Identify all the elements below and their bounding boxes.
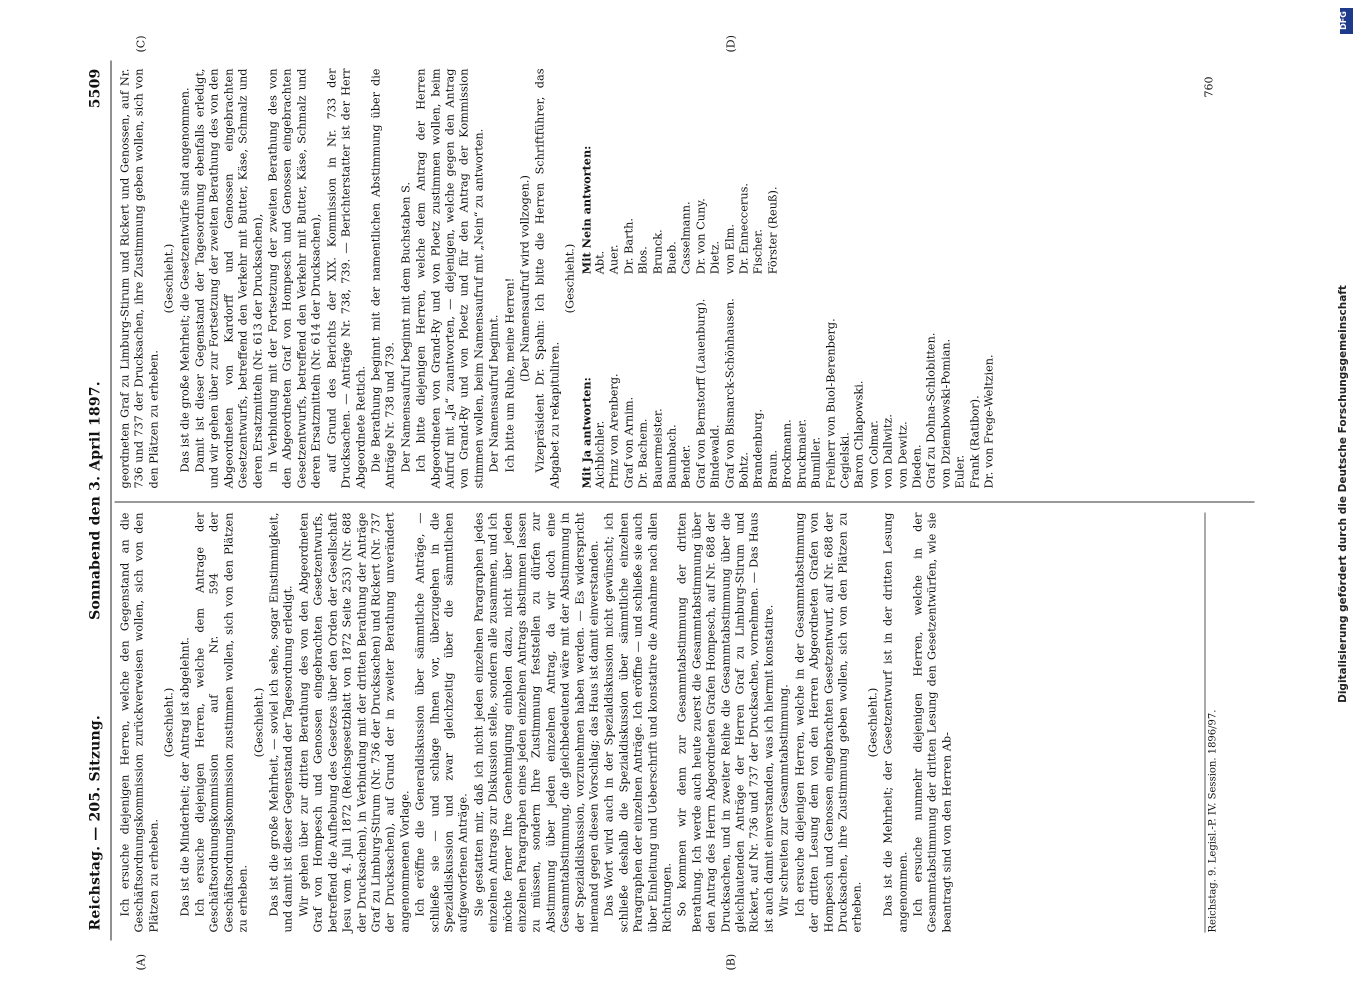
page-header [85,61,112,941]
paragraph: in Verbindung mit der Fortsetzung der zweiten Berathung des von den Abgeordneten Graf von Hompesch und Genossen eingebrachten Gesetzentwurfs, betreffend den Verkehr mit Butter, Käse, Schmalz und deren Ersatzmitteln (Nr. 614 der Drucksachen), [266,68,323,489]
ja-name: Freiherr von Buol-Berenberg. [824,318,837,489]
paragraph: Ich bitte um Ruhe, meine Herren! [503,277,517,473]
paragraph: Vizepräsident Dr. Spahn: Ich bitte die Herren Schriftführer, das Abgabet zu rekapituliren. [533,68,562,489]
ja-name: Graf von Bismarck-Schönhausen. [723,298,737,489]
nein-name: Abt. [593,250,607,275]
ja-name: Bruckmaier. [795,418,809,489]
paragraph: (Geschieht.) [252,687,266,758]
ja-name: Bumiller. [809,436,823,489]
nein-name: Dietz. [708,240,722,275]
ja-name: von Dziembowski-Pomian. [939,338,953,489]
paragraph: (Geschieht.) [866,687,880,758]
paragraph: geordneten Graf zu Limburg-Stirum und Rickert und Genossen, auf Nr. 736 und 737 der Drucksachen, ihre Zustimmung geben wollen, sich von den Plätzen zu erheben. [118,68,161,489]
ja-name: Graf von Arnim. [622,396,636,489]
ja-name: Graf zu Dohna-Schlobitten. [924,332,938,489]
margin-mark-c: (C) [134,35,148,53]
dfg-logo [1340,8,1353,34]
paragraph: (Geschieht.) [162,687,176,758]
nein-name: Dr. Barth. [622,218,636,275]
ja-name: Dr. Bachem. [636,418,650,489]
ja-name: Frank (Ratibor). [968,395,982,489]
nein-name: Dr. von Cuny. [694,198,708,275]
paragraph: Das ist die Mehrheit; der Gesetzentwurf ist in der dritten Lesung angenommen. [881,512,910,933]
paragraph: Wir gehen über zur dritten Berathung des von den Abgeordneten Graf von Hompesch und Genossen eingebrachten Gesetzentwurfs, betreffend die Aufhebung des Gesetzes über den Orden der Gesellschaft Jesu vom 4. Juli 1872 (Reichsgesetzblatt von 1872 Seite 253) (Nr. 688 der Drucksachen), in Verbindung mit der dritten Berathung der Anträge Graf zu Limburg-Stirum (Nr. 736 der Drucksachen) und Rickert (Nr. 737 der Drucksachen), auf Grund der in zweiter Berathung unverändert angenommenen Vorlage. [297,512,412,933]
nein-name: Dr. Enneccerus. [737,183,751,275]
paragraph: Das Wort wird auch in der Spezialdiskussion nicht gewünscht; ich schließe deshalb die Spezialdiskussion über sämmtliche einzelnen Paragraphen der einzelnen Anträge. Ich eröffne — und schließe sie auch über Einleitung und Ueberschrift und konstatire die Annahme nach allen Richtungen. [602,512,674,933]
ja-name: Baumbach. [665,424,679,489]
paragraph: Der Namensaufruf beginnt. [487,314,501,473]
ja-name: Braun. [766,449,780,489]
paragraph: Der Namensaufruf beginnt mit dem Buchstaben S. [399,181,413,473]
sheet-number: 760 [1202,76,1216,98]
vote-lists [579,69,997,489]
paragraph: auf Grund des Berichts der XIX. Kommission in Nr. 733 der Drucksachen. — Anträge Nr. 738, 739. — Berichterstatter ist der Herr Abgeordnete Rettich. [325,68,367,489]
header-left: Reichstag. — 205. Sitzung. [87,715,104,931]
ja-name: Bender. [679,444,693,489]
margin-mark-d: (D) [724,35,738,53]
paragraph: Das ist die große Mehrheit; die Gesetzentwürfe sind angenommen. [178,87,192,473]
dfg-logo-text: DFG [1338,11,1348,30]
margin-mark-a: (A) [134,953,148,971]
ja-name: Baron Chlapowski. [852,380,866,489]
paragraph: Das ist die Minderheit; der Antrag ist abgelehnt. [178,637,192,917]
ja-name: Cegielski. [838,432,852,489]
ja-names [594,283,997,489]
paragraph: (Der Namensaufruf wird vollzogen.) [518,175,532,382]
ja-name: Dr. von Frege-Weltzien. [982,354,996,489]
paragraph: (Geschieht.) [563,243,577,314]
rotated-page [0,1,1353,1001]
nein-name: Casselmann. [679,201,693,275]
nein-name: Bueb. [665,241,679,275]
nein-names [594,69,781,275]
ja-name: Brandenburg. [751,408,765,489]
page-number: 5509 [87,68,104,109]
paragraph: Wir schreiten zur Gesammtabstimmung. [777,684,791,917]
column-divider [115,501,1255,502]
paragraph: Ich ersuche nunmehr diejenigen Herren, welche in der Gesammtabstimmung der dritten Lesung den Gesetzentwürfen, wie sie beantragt sind von den Herren Ab- [911,512,954,933]
ja-name: Aichbichler. [593,420,607,489]
ja-name: von Dewitz. [896,421,910,489]
nein-heading: Mit Nein antworten: [579,145,594,275]
paragraph: (Geschieht.) [162,243,176,314]
nein-name: von Elm. [723,224,737,275]
paragraph: Ich eröffne die Generaldiskussion über sämmtliche Anträge, — schließe sie — und schlage Ihnen vor, überzugehen in die Spezialdiskussion und zwar gleichzeitig über die sämmtlichen aufgeworfenen Anträge. [413,512,470,933]
ja-name: Prinz von Arenberg. [607,373,621,489]
margin-mark-b: (B) [724,953,738,971]
ja-name: Graf von Bernstorff (Lauenburg). [694,298,708,489]
right-column [119,69,997,489]
nein-name: Fischer. [751,229,765,275]
footer-note: Reichstag. 9. Legisl.-P. IV. Session. 1896/97. [1205,513,1219,933]
paragraph: Ich ersuche diejenigen Herren, welche in der Gesammtabstimmung der dritten Lesung dem von den Herren Abgeordneten Grafen von Hompesch und Genossen eingebrachten Gesetzentwurf, auf Nr. 688 der Drucksachen, ihre Zustimmung geben wollen, sich von den Plätzen zu erheben. [793,512,864,933]
nein-name: Brunck. [651,229,665,275]
ja-name: Brockmann. [780,419,794,489]
paragraph: Die Berathung beginnt mit der namentlichen Abstimmung über die Anträge Nr. 738 und 739. [369,68,397,489]
document-page [85,35,1255,971]
nein-name: Auer. [607,244,621,275]
paragraph: Das ist die große Mehrheit, — soviel ich sehe, sogar Einstimmigkeit, und damit ist dieser Gegenstand der Tagesordnung erledigt. [267,512,295,933]
ja-name: Dieden. [910,444,924,489]
ja-name: Bauermeister. [651,408,665,489]
ja-name: von Dallwitz. [881,414,895,489]
paragraph: Ich ersuche diejenigen Herren, welche dem Antrage der Geschäftsordnungskommission auf Nr. 594 der Geschäftsordnungskommission zustimmen wollen, sich von den Plätzen zu erheben. [193,512,250,933]
ja-name: Bohtz. [737,452,751,489]
nein-list [579,69,997,275]
ja-name: Euler. [953,454,967,489]
paragraph: Damit ist dieser Gegenstand der Tagesordnung ebenfalls erledigt, und wir gehen über zur Fortsetzung der zweiten Berathung des von den Abgeordneten von Kardorff und Genossen eingebrachten Gesetzentwurfs, betreffend den Verkehr mit Butter, Käse, Schmalz und deren Ersatzmitteln (Nr. 613 der Drucksachen), [193,68,265,489]
paragraph: Sie gestatten mir, daß ich nicht jeden einzelnen Paragraphen jedes einzelnen Antrags zur Diskussion stelle, sondern alle zusammen, und ich möchte ferner Ihre Genehmigung einholen dazu, nicht über jeden einzelnen Paragraphen eines jeden einzelnen Antrags abstimmen lassen zu müssen, sondern Ihre Zustimmung feststellen zu dürfen zur Abstimmung über jeden einzelnen Antrag, da wir doch eine Gesammtabstimmung, die gleichbedeutend wäre mit der Abstimmung in der Spezialdiskussion, vorzunehmen haben werden. — Es widerspricht niemand gegen diesen Vorschlag; das Haus ist damit einverstanden. [472,512,601,933]
header-date: Sonnabend den 3. April 1897. [87,381,104,620]
nein-name: Blos. [636,246,650,275]
paragraph: Ich bitte diejenigen Herren, welche dem Antrag der Herren Abgeordneten von Grand-Ry und von Ploetz zustimmen wollen, beim Aufruf mit „Ja“ zuantworten, — diejenigen, welche gegen den Antrag von Grand-Ry und von Ploetz und für den Antrag der Kommission stimmen wollen, beim Namensaufruf mit „Nein“ zu antworten. [414,68,486,489]
ja-name: Bindewald. [708,424,722,489]
credit-text: Digitalisierung gefördert durch die Deutsche Forschungsgemeinschaft [1337,285,1349,703]
paragraph: So kommen wir denn zur Gesammtabstimmung der dritten Berathung. Ich werde auch heute zuerst die Gesammtabstimmung über den Antrag des Herrn Abgeordneten Grafen Hompesch, auf Nr. 688 der Drucksachen, und in zweiter Reihe die Gesammtabstimmung über die gleichlautenden Anträge der Herren Graf zu Limburg-Stirum und Rickert, auf Nr. 736 und 737 der Drucksachen, vornehmen. — Das Haus ist auch damit einverstanden, was ich hiermit konstatire. [675,512,776,933]
ja-heading: Mit Ja antworten: [579,377,594,489]
ja-name: von Colmar. [867,420,881,489]
nein-name: Förster (Reuß). [766,186,780,275]
left-column [119,513,956,933]
paragraph: Ich ersuche diejenigen Herren, welche den Gegenstand an die Geschäftsordnungskommission zurückverweisen wollen, sich von den Plätzen zu erheben. [118,512,161,933]
digitization-credit [1330,8,1353,998]
ja-list [579,283,997,489]
